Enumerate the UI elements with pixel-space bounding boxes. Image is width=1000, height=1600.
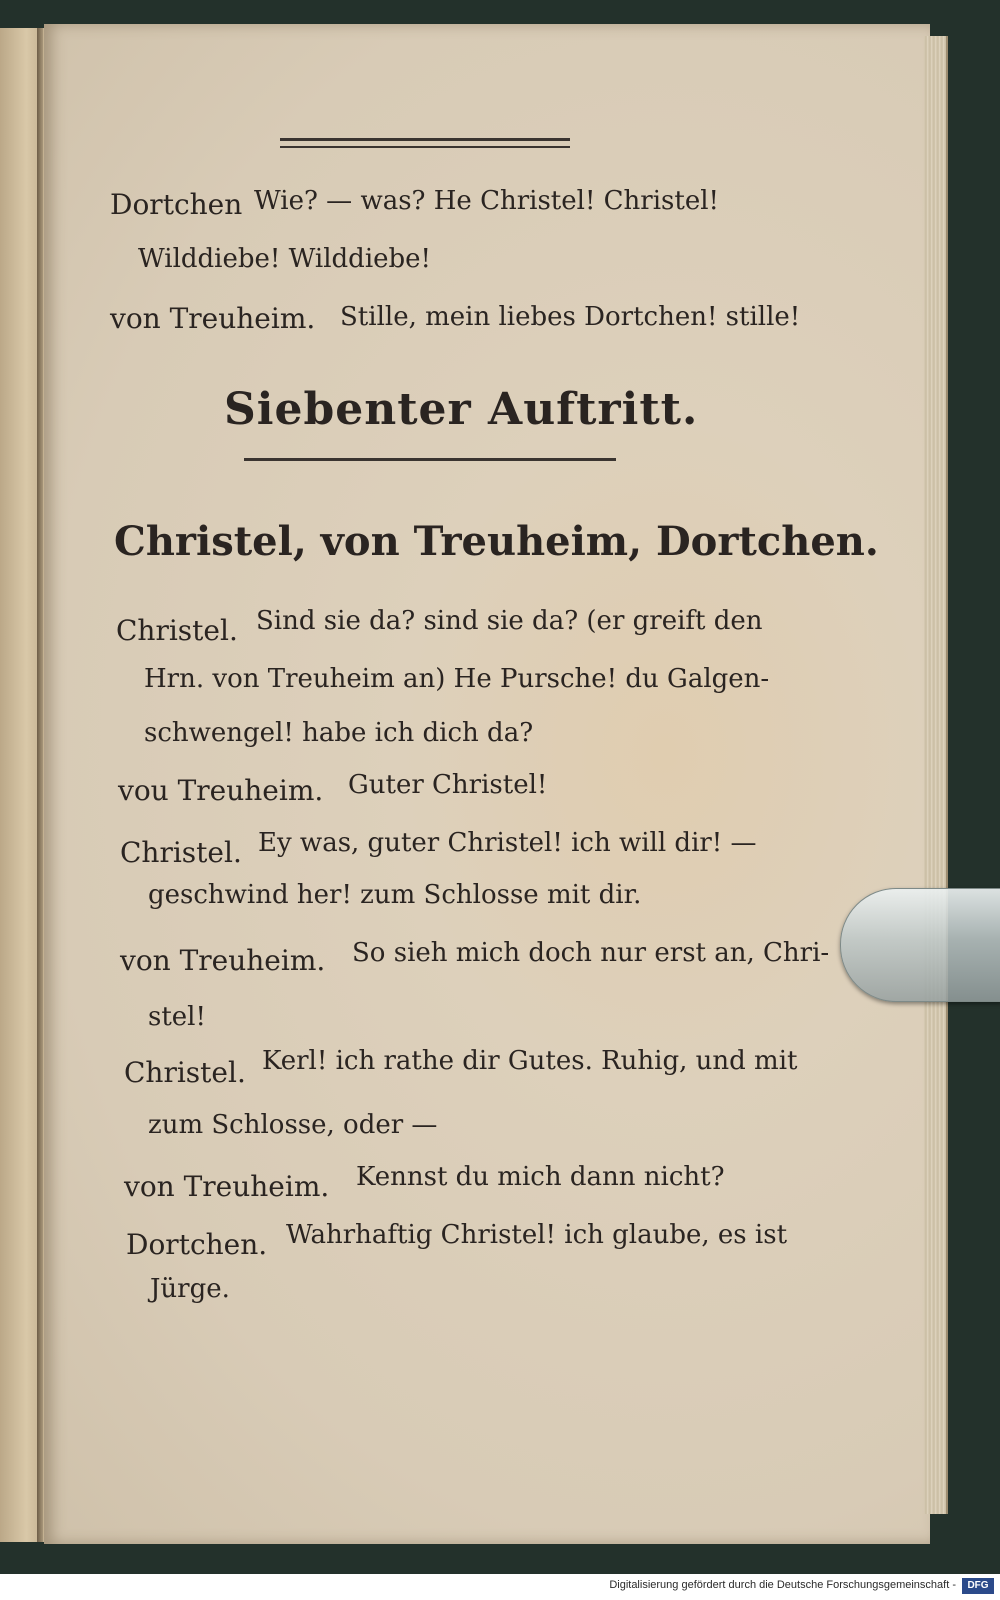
dialogue-line: Jürge. bbox=[150, 1274, 230, 1304]
dialogue-line: Sind sie da? sind sie da? (er greift den bbox=[256, 606, 763, 636]
dialogue-line: Kennst du mich dann nicht? bbox=[356, 1162, 725, 1192]
speaker-von-treuheim: von Treuheim. bbox=[120, 944, 326, 977]
heading-underline-rule bbox=[244, 458, 616, 461]
speaker-christel: Christel. bbox=[120, 836, 242, 869]
dialogue-line: So sieh mich doch nur erst an, Chri- bbox=[352, 938, 830, 968]
dialogue-line: Guter Christel! bbox=[348, 770, 548, 800]
dfg-logo: DFG bbox=[962, 1578, 994, 1594]
top-ornament-rule bbox=[280, 138, 570, 141]
speaker-von-treuheim: vou Treuheim. bbox=[118, 774, 324, 807]
funding-credit: Digitalisierung gefördert durch die Deutsche Forschungsgemeinschaft - bbox=[609, 1579, 956, 1591]
top-ornament-rule-2 bbox=[280, 146, 570, 148]
page-clip bbox=[840, 888, 1000, 1002]
speaker-christel: Christel. bbox=[116, 614, 238, 647]
dialogue-line: geschwind her! zum Schlosse mit dir. bbox=[148, 880, 642, 910]
page-stack-edge bbox=[924, 36, 948, 1514]
dialogue-line: Kerl! ich rathe dir Gutes. Ruhig, und mit bbox=[262, 1046, 798, 1076]
dialogue-line: zum Schlosse, oder — bbox=[148, 1110, 438, 1140]
dialogue-line: Stille, mein liebes Dortchen! stille! bbox=[340, 302, 801, 332]
speaker-dortchen: Dortchen. bbox=[126, 1228, 268, 1261]
dialogue-line: Ey was, guter Christel! ich will dir! — bbox=[258, 828, 757, 858]
dialogue-line: Hrn. von Treuheim an) He Pursche! du Galgen- bbox=[144, 664, 770, 694]
dialogue-line: Wie? — was? He Christel! Christel! bbox=[254, 186, 719, 216]
speaker-christel: Christel. bbox=[124, 1056, 246, 1089]
speaker-dortchen: Dortchen bbox=[110, 188, 243, 221]
dialogue-line: schwengel! habe ich dich da? bbox=[144, 718, 534, 748]
book-gutter bbox=[37, 28, 43, 1542]
speaker-von-treuheim: von Treuheim. bbox=[124, 1170, 330, 1203]
scene-heading: Siebenter Auftritt. bbox=[224, 384, 699, 435]
dialogue-line: Wilddiebe! Wilddiebe! bbox=[138, 244, 431, 274]
cast-list: Christel, von Treuheim, Dortchen. bbox=[114, 518, 879, 565]
speaker-von-treuheim: von Treuheim. bbox=[110, 302, 316, 335]
dialogue-line: stel! bbox=[148, 1002, 206, 1032]
dialogue-line: Wahrhaftig Christel! ich glaube, es ist bbox=[286, 1220, 788, 1250]
